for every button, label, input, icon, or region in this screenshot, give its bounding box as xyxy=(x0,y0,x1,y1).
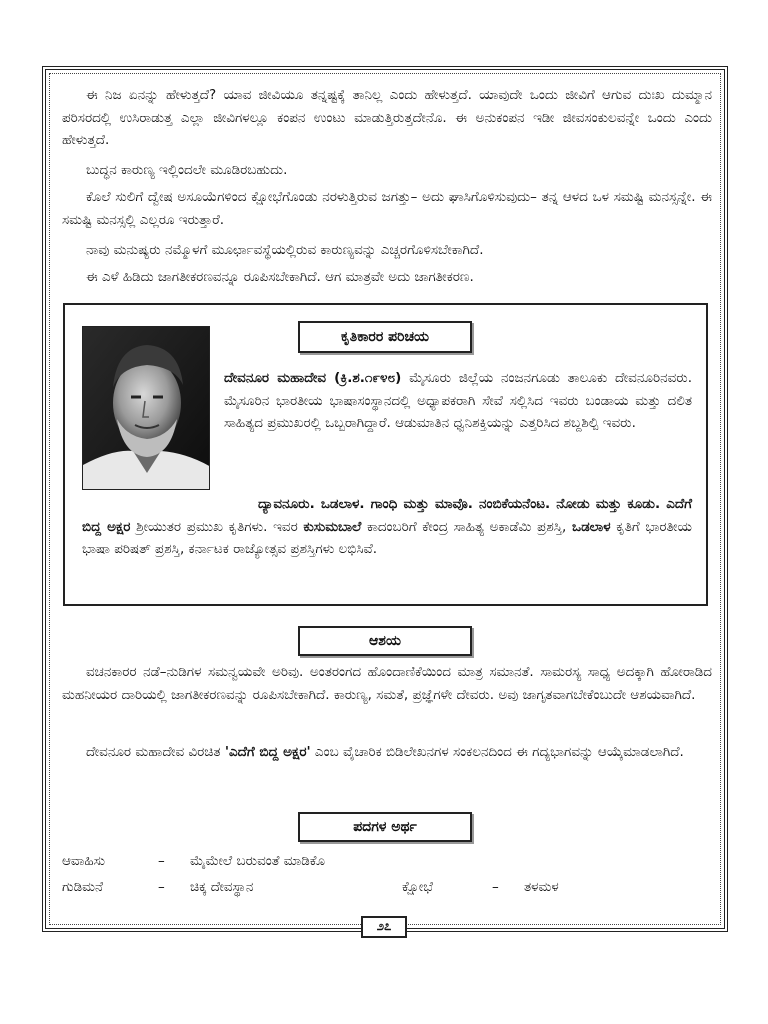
bio-paragraph-1 xyxy=(224,367,692,435)
glossary-row xyxy=(62,876,712,898)
ashaya-paragraph-1: ವಚನಕಾರರ ನಡೆ–ನುಡಿಗಳ ಸಮನ್ವಯವೇ ಅರಿವು. ಅಂತರಂಗದ ಹೊಂದಾಣಿಕೆಯಿಂದ ಮಾತ್ರ ಸಮಾನತೆ. ಸಾಮರಸ್ಯ ಸಾಧ್ಯ ಅದಕ್ಕಾಗಿ ಹೋರಾಡಿದ ಮಹನೀಯರ ದಾರಿಯಲ್ಲಿ ಜಾಗತೀಕರಣವನ್ನು ರೂಪಿಸಬೇಕಾಗಿದೆ. ಕಾರುಣ್ಯ, ಸಮತೆ, ಪ್ರಜ್ಞೆಗಳೇ ದೇವರು. ಅವು ಜಾಗೃತವಾಗಬೇಕೆಂಬುದೇ ಆಶಯವಾಗಿದೆ. xyxy=(62,664,712,703)
award-text-1: ಕಾದಂಬರಿಗೆ ಕೇಂದ್ರ ಸಾಹಿತ್ಯ ಅಕಾಡೆಮಿ ಪ್ರಶಸ್ತಿ, xyxy=(361,518,573,535)
glossary-row xyxy=(62,850,712,872)
intro-paragraph-2: ಬುದ್ಧನ ಕಾರುಣ್ಯ ಇಲ್ಲಿಂದಲೇ ಮೂಡಿರಬಹುದು. xyxy=(86,162,288,178)
glossary-heading: ಪದಗಳ ಅರ್ಥ xyxy=(298,812,472,842)
glossary-dash: – xyxy=(158,853,165,869)
author-name: ದೇವನೂರ ಮಹಾದೇವ (ಕ್ರಿ.ಶ.೧೯೪೮) xyxy=(224,370,402,386)
intro-paragraph-5: ಈ ಎಳೆ ಹಿಡಿದು ಜಾಗತೀಕರಣವನ್ನೂ ರೂಪಿಸಬೇಕಾಗಿದೆ. ಆಗ ಮಾತ್ರವೇ ಅದು ಜಾಗತೀಕರಣ. xyxy=(86,269,474,285)
page-number: ೨೭ xyxy=(361,916,407,938)
bio-paragraph-2 xyxy=(82,493,692,561)
glossary-term: ಆವಾಹಿಸು xyxy=(62,853,106,869)
glossary-meaning: ತಳಮಳ xyxy=(524,879,559,895)
glossary-meaning: ಮೈಮೇಲೆ ಬರುವಂತೆ ಮಾಡಿಕೊ xyxy=(190,853,326,869)
author-portrait xyxy=(82,326,210,490)
odalaala-title: ಒಡಲಾಳ xyxy=(572,518,611,535)
glossary-dash: – xyxy=(492,879,499,895)
glossary-term: ಗುಡಿಮನೆ xyxy=(62,879,103,895)
book-title: 'ಎದೆಗೆ ಬಿದ್ದ ಅಕ್ಷರ' xyxy=(224,744,311,760)
bio-heading: ಕೃತಿಕಾರರ ಪರಿಚಯ xyxy=(298,321,472,353)
award-text-2: ಕೃತಿಗೆ ಭಾರತೀಯ ಭಾಷಾ ಪರಿಷತ್ ಪ್ರಶಸ್ತಿ, ಕರ್ನಾಟಕ ರಾಜ್ಯೋತ್ಸವ ಪ್ರಶಸ್ತಿಗಳು ಲಭಿಸಿವೆ. xyxy=(82,518,692,557)
intro-paragraph-1: ಈ ನಿಜ ಏನನ್ನು ಹೇಳುತ್ತದೆ? ಯಾವ ಜೀವಿಯೂ ತನ್ನಷ್ಟಕ್ಕೆ ತಾನಿಲ್ಲ ಎಂದು ಹೇಳುತ್ತದೆ. ಯಾವುದೇ ಒಂದು ಜೀವಿಗೆ ಆಗುವ ದುಃಖ ದುಮ್ಮಾನ ಪರಿಸರದಲ್ಲಿ ಉಸಿರಾಡುತ್ತ ಎಲ್ಲಾ ಜೀವಿಗಳಲ್ಲೂ ಕಂಪನ ಉಂಟು ಮಾಡುತ್ತಿರುತ್ತದೇನೊ. ಈ ಅನುಕಂಪನ ಇಡೀ ಜೀವಸಂಕುಲವನ್ನೇ ಒಂದು ಎಂದು ಹೇಳುತ್ತದೆ. xyxy=(62,87,712,148)
glossary-meaning: ಚಿಕ್ಕ ದೇವಸ್ಥಾನ xyxy=(190,879,254,895)
ashaya-p2-start: ದೇವನೂರ ಮಹಾದೇವ ವಿರಚಿತ xyxy=(86,744,225,760)
ashaya-p2-end: ಎಂಬ ವೈಚಾರಿಕ ಬಿಡಿಲೇಖನಗಳ ಸಂಕಲನದಿಂದ ಈ ಗದ್ಯಭಾಗವನ್ನು ಆಯ್ಕೆಮಾಡಲಾಗಿದೆ. xyxy=(310,744,684,760)
intro-paragraph-4: ನಾವು ಮನುಷ್ಯರು ನಮ್ಮೊಳಗೆ ಮೂರ್ಛಾವಸ್ಥೆಯಲ್ಲಿರುವ ಕಾರುಣ್ಯವನ್ನು ಎಚ್ಚರಗೊಳಿಸಬೇಕಾಗಿದೆ. xyxy=(86,242,484,258)
glossary-term: ಕ್ಷೋಭೆ xyxy=(402,879,433,895)
ashaya-heading: ಆಶಯ xyxy=(298,626,472,656)
kusumabale-title: ಕುಸುಮಬಾಲೆ xyxy=(303,518,362,535)
intro-paragraph-3: ಕೊಲೆ ಸುಲಿಗೆ ದ್ವೇಷ ಅಸೂಯೆಗಳಿಂದ ಕ್ಷೋಭೆಗೊಂಡು ನರಳುತ್ತಿರುವ ಜಗತ್ತು– ಅದು ಘಾಸಿಗೊಳಿಸುವುದು– ತನ್ನ ಆಳದ ಒಳ ಸಮಷ್ಟಿ ಮನಸ್ಸನ್ನೇ. ಈ ಸಮಷ್ಟಿ ಮನಸ್ಸಲ್ಲಿ ಎಲ್ಲರೂ ಇರುತ್ತಾರೆ. xyxy=(62,189,712,228)
ashaya-paragraph-2 xyxy=(62,741,712,764)
glossary-dash: – xyxy=(158,879,165,895)
major-works-text: ಶ್ರೀಯುತರ ಪ್ರಮುಖ ಕೃತಿಗಳು. ಇವರ xyxy=(130,518,304,535)
major-works: ದ್ಯಾವನೂರು. ಒಡಲಾಳ. ಗಾಂಧಿ ಮತ್ತು ಮಾವೊ. ನಂಬಿಕೆಯನೆಂಟ. ನೋಡು ಮತ್ತು ಕೂಡು. ಎದೆಗೆ ಬಿದ್ದ ಅಕ್ಷರ xyxy=(82,496,692,535)
bio-paragraph-1-text: ಮೈಸೂರು ಜಿಲ್ಲೆಯ ನಂಜನಗೂಡು ತಾಲೂಕು ದೇವನೂರಿನವರು. ಮೈಸೂರಿನ ಭಾರತೀಯ ಭಾಷಾಸಂಸ್ಥಾನದಲ್ಲಿ ಅಧ್ಯಾಪಕರಾಗಿ ಸೇವೆ ಸಲ್ಲಿಸಿದ ಇವರು ಬಂಡಾಯ ಮತ್ತು ದಲಿತ ಸಾಹಿತ್ಯದ ಪ್ರಮುಖರಲ್ಲಿ ಒಬ್ಬರಾಗಿದ್ದಾರೆ. ಆಡುಮಾತಿನ ಧ್ವನಿಶಕ್ತಿಯನ್ನು ಎತ್ತರಿಸಿದ ಶಬ್ದಶಿಲ್ಪಿ ಇವರು. xyxy=(224,370,692,431)
